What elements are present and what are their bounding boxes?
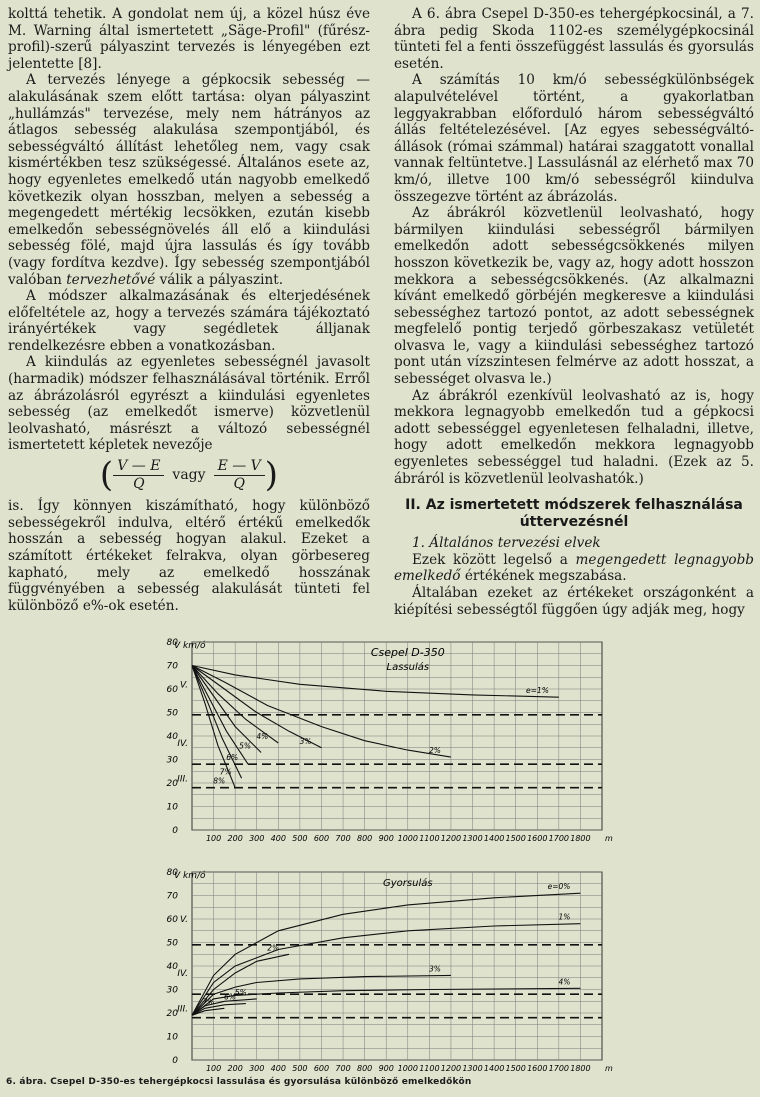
x-tick-label: 300 — [249, 834, 265, 843]
y-tick-label: 30 — [166, 985, 178, 996]
series-label: 1% — [558, 912, 571, 922]
x-tick-label: 800 — [356, 1064, 373, 1073]
paragraph: kolttá tehetik. A gondolat nem új, a közel húsz éve M. Warning által ismertetett „Säge-Profil" (fűrész-profil)-szerű pályaszint tervezés is lényegében ezt jelentette [8]. — [8, 6, 370, 72]
series-label: 7% — [202, 997, 215, 1007]
text: válik a pályaszint. — [155, 271, 284, 288]
x-tick-label: 1400 — [483, 1064, 505, 1073]
x-tick-label: 1000 — [397, 1064, 418, 1073]
series-label: 5% — [234, 987, 247, 997]
y-tick-label: 60 — [166, 685, 178, 695]
series-line — [192, 666, 261, 753]
x-tick-label: 300 — [249, 1064, 265, 1073]
x-tick-label: 1300 — [462, 1064, 483, 1073]
x-axis-label: m — [605, 1064, 613, 1073]
series-label: 5% — [239, 741, 252, 751]
x-tick-label: 1000 — [397, 834, 418, 843]
x-tick-label: 800 — [356, 834, 373, 843]
y-tick-label: 20 — [166, 1009, 178, 1019]
formula-denominator: Q — [233, 475, 245, 492]
series-label: e=1% — [526, 686, 549, 696]
formula-numerator: E — V — [214, 458, 265, 476]
y-tick-label: 60 — [166, 915, 178, 925]
x-tick-label: 200 — [227, 834, 243, 843]
series-label: 2% — [429, 746, 441, 756]
x-tick-label: 1200 — [440, 1064, 462, 1073]
text: A tervezés lényege a gépkocsik sebesség — alakulásának szem előtt tartása: olyan pályaszint „hullámzás" tervezése, mely nem hátrányos az átlagos sebesség alakulása szempontjából, és sebességváltó állítást lehetőleg nem, vagy csak kismértékben tesz szükségessé. Általános esete az, hogy egyenletes emelkedő után nagyobb emelkedő következik olyan hosszban, melyen a sebesség a megengedett mértékig lecsökken, ezután kisebb emelkedőn sebességnövelés áll elő a kiindulási sebesség fölé, majd újra lassulás és így tovább (vagy fordítva kezdve). Így sebesség szempontjából valóban — [8, 72, 370, 288]
chart-subtitle: Lassulás — [386, 662, 430, 673]
subsection-heading: 1. Általános tervezési elvek — [412, 535, 601, 552]
x-tick-label: 1700 — [548, 834, 570, 843]
x-tick-label: 1800 — [570, 834, 591, 843]
y-tick-label: 70 — [166, 891, 178, 902]
y-tick-label: 50 — [166, 938, 178, 949]
series-label: 3% — [299, 736, 312, 746]
series-label: 2% — [267, 943, 280, 953]
formula-word: vagy — [172, 466, 206, 483]
chart-title: Csepel D-350 — [370, 646, 445, 659]
paragraph: Általában ezeket az értékeket országonként a kiépítési sebességtől függően úgy adják meg, hogy — [394, 585, 754, 618]
y-tick-label: 10 — [166, 1032, 178, 1043]
text: Ezek között legelső a — [412, 551, 576, 568]
series-label: 4% — [558, 977, 571, 987]
x-tick-label: 700 — [335, 834, 351, 843]
y-tick-label: 20 — [166, 779, 178, 789]
gear-label: IV. — [177, 969, 188, 980]
x-tick-label: 100 — [205, 834, 222, 843]
series-label: 8% — [213, 776, 226, 786]
y-tick-label: 30 — [166, 755, 178, 766]
chart-gyorsulas — [150, 862, 620, 1080]
formula-denominator: Q — [133, 475, 145, 492]
y-tick-label: 0 — [172, 1056, 178, 1066]
x-tick-label: 1800 — [570, 1064, 591, 1073]
x-tick-label: 600 — [313, 1064, 330, 1073]
chart-lassulas — [150, 632, 620, 850]
left-column — [8, 6, 370, 614]
gear-label: III. — [177, 774, 188, 785]
gear-label: III. — [177, 1004, 188, 1015]
right-column — [394, 6, 754, 618]
chart-subtitle: Gyorsulás — [383, 878, 433, 889]
text: értékének megszabása. — [460, 568, 627, 585]
series-label: 7% — [219, 767, 232, 777]
x-tick-label: 700 — [335, 1064, 351, 1073]
figure-caption: 6. ábra. Csepel D-350-es tehergépkocsi lassulása és gyorsulása különböző emelkedőkön — [6, 1077, 472, 1087]
x-tick-label: 500 — [292, 1064, 308, 1073]
x-tick-label: 1100 — [419, 1064, 440, 1073]
section-heading: II. Az ismertetett módszerek felhasználása úttervezésnél — [405, 497, 743, 531]
x-tick-label: 400 — [270, 1064, 286, 1073]
x-tick-label: 1500 — [505, 1064, 526, 1073]
series-label: 3% — [429, 964, 441, 974]
y-tick-label: 80 — [166, 638, 178, 648]
emphasis: tervezhetővé — [66, 271, 156, 288]
paragraph — [8, 72, 370, 288]
y-tick-label: 10 — [166, 802, 178, 813]
paragraph: Az ábrákról közvetlenül leolvasható, hogy bármilyen kiindulási sebességről bármilyen emelkedőn adott sebességcsökkenés milyen hosszon következik be, vagy az, hogy adott hosszon mekkora a sebességcsökkenés. (Az alkalmazni kívánt emelkedő görbéjén megkeresve a kiindulási sebességhez tartozó pontot, az adott sebességnek megfelelő pontig terjedő görbeszakasz vetületét olvasva le, vagy a kiindulási sebességhez tartozó pont után vízszintesen felmérve az adott hosszat, a sebességet olvasva le.) — [394, 205, 754, 388]
y-tick-label: 70 — [166, 661, 178, 672]
x-tick-label: 400 — [270, 834, 286, 843]
paragraph: A 6. ábra Csepel D-350-es tehergépkocsinál, a 7. ábra pedig Skoda 1102-es személygépkocsinál tünteti fel a fenti összefüggést lassulás és gyorsulás esetén. — [394, 6, 754, 72]
x-tick-label: 900 — [378, 834, 394, 843]
figure-6 — [150, 632, 620, 1080]
x-tick-label: 1500 — [505, 834, 526, 843]
y-tick-label: 40 — [166, 962, 178, 972]
y-axis-label: V km/ó — [174, 641, 206, 651]
y-tick-label: 50 — [166, 708, 178, 719]
x-tick-label: 1100 — [419, 834, 440, 843]
formula: ( $\frac{V — E}{Q}$ vagy $\frac{E — V}{Q}$ ) — [99, 454, 279, 495]
x-tick-label: 1200 — [440, 834, 462, 843]
x-tick-label: 1400 — [483, 834, 505, 843]
series-label: 6% — [226, 753, 239, 763]
x-tick-label: 500 — [292, 834, 308, 843]
paragraph: A módszer alkalmazásának és elterjedésének előfeltétele az, hogy a tervezés számára tájékoztató irányértékek vagy segédletek álljanak rendelkezésre ebben a vonatkozásban. — [8, 288, 370, 354]
x-tick-label: 200 — [227, 1064, 243, 1073]
x-tick-label: 1600 — [527, 1064, 548, 1073]
paragraph: A kiindulás az egyenletes sebességnél javasolt (harmadik) módszer felhasználásával történik. Erről az ábrázolásról egyrészt a kiindulási egyenletes sebesség (az emelkedőt ismerve) közvetlenül leolvasható, másrészt a változó sebességnél ismertetett képletek nevezője — [8, 354, 370, 454]
formula-numerator: V — E — [113, 458, 164, 476]
series-label: 4% — [256, 732, 269, 742]
x-tick-label: 600 — [313, 834, 330, 843]
x-tick-label: 1300 — [462, 834, 483, 843]
y-tick-label: 40 — [166, 732, 178, 742]
emphasis: megengedett legnagyobb emelkedő — [394, 551, 754, 585]
x-tick-label: 900 — [378, 1064, 394, 1073]
y-axis-label: V km/ó — [174, 871, 206, 881]
series-label: e=0% — [547, 882, 571, 892]
y-tick-label: 80 — [166, 868, 178, 878]
x-tick-label: 1600 — [527, 834, 548, 843]
gear-label: V. — [180, 680, 188, 691]
paragraph: Az ábrákról ezenkívül leolvasható az is, hogy mekkora legnagyobb emelkedőn tud a gépkocsi adott sebességgel egyenletesen felhaladni, illetve, hogy adott emelkedőn mekkora legnagyobb egyenletes sebességgel tud haladni. (Ezek az 5. ábráról is közvetlenül leolvashatók.) — [394, 387, 754, 487]
series-label: 6% — [224, 992, 236, 1002]
x-tick-label: 100 — [205, 1064, 222, 1073]
x-axis-label: m — [605, 834, 613, 843]
gear-label: V. — [180, 915, 188, 925]
paragraph — [394, 552, 754, 585]
gear-label: IV. — [177, 739, 188, 750]
y-tick-label: 0 — [172, 826, 178, 836]
series-line — [192, 666, 559, 698]
paragraph: is. Így könnyen kiszámítható, hogy különböző sebességekről indulva, eltérő értékű emelkedők hosszán a sebesség hogyan alakul. Ezeket a számított értékeket felrakva, olyan görbesereg kapható, mely az emelkedő hosszának függvényében a sebesség alakulását tünteti fel különböző e%-ok esetén. — [8, 498, 370, 614]
x-tick-label: 1700 — [548, 1064, 570, 1073]
paragraph: A számítás 10 km/ó sebességkülönbségek alapulvételével történt, a gyakorlatban leggyakrabban előforduló három sebességváltó állás feltételezésével. [Az egyes sebességváltó-állások (római számmal) határai szaggatott vonallal vannak feltüntetve.] Lassulásnál az elérhető max 70 km/ó, illetve 100 km/ó sebességről kiindulva összegezve történt az ábrázolás. — [394, 72, 754, 205]
